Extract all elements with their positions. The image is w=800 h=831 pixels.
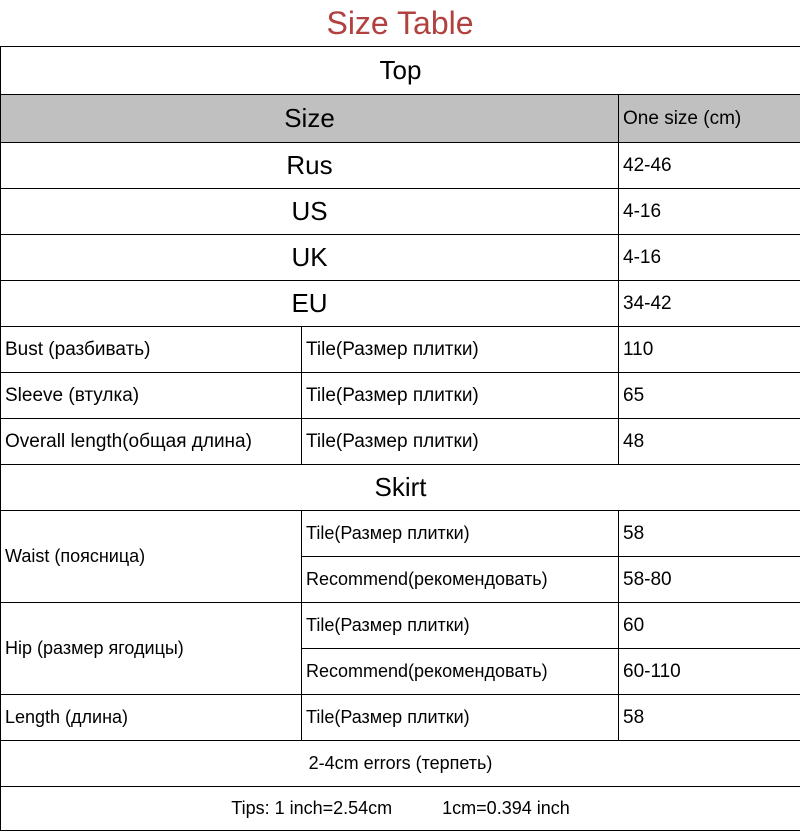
hip-rec-type: Recommend(рекомендовать): [302, 649, 619, 695]
length-type: Tile(Размер плитки): [302, 695, 619, 741]
measure-name: Sleeve (втулка): [1, 373, 302, 419]
length-value: 58: [619, 695, 800, 741]
page-title: Size Table: [0, 0, 800, 46]
tips-note: Tips: 1 inch=2.54cm 1cm=0.394 inch: [1, 787, 800, 831]
hip-rec-value: 60-110: [619, 649, 800, 695]
size-row-label: Rus: [1, 143, 619, 189]
hip-tile-type: Tile(Размер плитки): [302, 603, 619, 649]
size-row-value: 34-42: [619, 281, 800, 327]
size-header-label: Size: [1, 95, 619, 143]
measure-type: Tile(Размер плитки): [302, 327, 619, 373]
waist-rec-type: Recommend(рекомендовать): [302, 557, 619, 603]
size-table: [0, 46, 800, 831]
size-row-label: EU: [1, 281, 619, 327]
size-header-value: One size (cm): [619, 95, 800, 143]
measure-type: Tile(Размер плитки): [302, 373, 619, 419]
measure-name: Overall length(общая длина): [1, 419, 302, 465]
size-row-value: 4-16: [619, 189, 800, 235]
errors-note: 2-4cm errors (терпеть): [1, 741, 800, 787]
measure-value: 65: [619, 373, 800, 419]
waist-tile-value: 58: [619, 511, 800, 557]
measure-value: 48: [619, 419, 800, 465]
hip-tile-value: 60: [619, 603, 800, 649]
section-heading-skirt: Skirt: [1, 465, 800, 511]
measure-name: Bust (разбивать): [1, 327, 302, 373]
waist-name: Waist (поясница): [1, 511, 302, 603]
waist-tile-type: Tile(Размер плитки): [302, 511, 619, 557]
measure-value: 110: [619, 327, 800, 373]
size-row-label: UK: [1, 235, 619, 281]
measure-type: Tile(Размер плитки): [302, 419, 619, 465]
section-heading-top: Top: [1, 47, 800, 95]
size-row-value: 42-46: [619, 143, 800, 189]
length-name: Length (длина): [1, 695, 302, 741]
waist-rec-value: 58-80: [619, 557, 800, 603]
size-row-value: 4-16: [619, 235, 800, 281]
hip-name: Hip (размер ягодицы): [1, 603, 302, 695]
size-row-label: US: [1, 189, 619, 235]
